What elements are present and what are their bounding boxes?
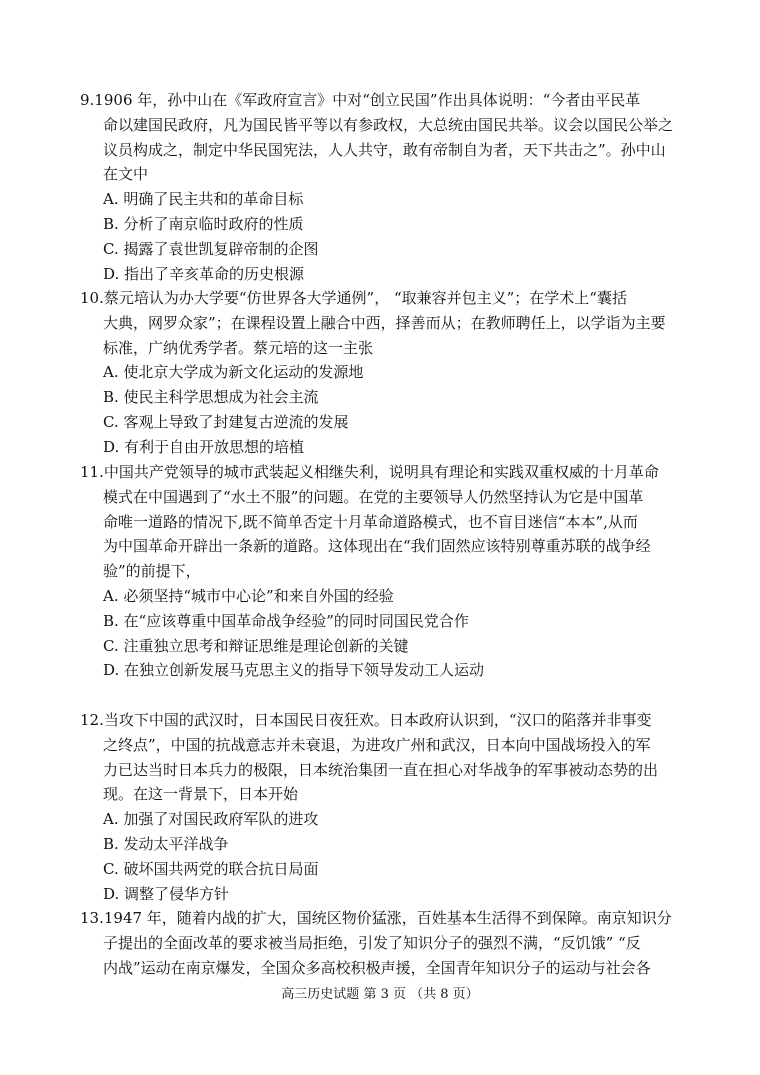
question-stem-line: 11.中国共产党领导的城市武装起义相继失利，说明具有理论和实践双重权威的十月革命 bbox=[80, 463, 659, 481]
question-stem-line: 标准，广纳优秀学者。蔡元培的这一主张 bbox=[103, 338, 374, 357]
answer-option: C. 揭露了袁世凯复辟帝制的企图 bbox=[103, 239, 319, 258]
answer-option: C. 客观上导致了封建复古逆流的发展 bbox=[103, 412, 349, 431]
answer-option: C. 注重独立思考和辩证思维是理论创新的关键 bbox=[103, 636, 409, 655]
question-stem-line: 为中国革命开辟出一条新的道路。这体现出在“我们固然应该特别尊重苏联的战争经 bbox=[103, 537, 651, 556]
question-stem-line: 力已达当时日本兵力的极限，日本统治集团一直在担心对华战争的军事被动态势的出 bbox=[103, 760, 659, 779]
page-footer bbox=[0, 986, 760, 1004]
question-stem-line: 内战”运动在南京爆发，全国众多高校积极声援，全国青年知识分子的运动与社会各 bbox=[103, 958, 651, 977]
answer-option: A. 明确了民主共和的革命目标 bbox=[103, 190, 304, 209]
question-9 bbox=[80, 88, 680, 286]
question-stem-line: 在文中 bbox=[103, 165, 149, 184]
answer-option: B. 在“应该尊重中国革命战争经验”的同时同国民党合作 bbox=[103, 611, 469, 630]
question-stem-line: 模式在中国遇到了“水土不服”的问题。在党的主要领导人仍然坚持认为它是中国革 bbox=[103, 487, 644, 506]
question-11 bbox=[80, 460, 680, 683]
answer-option: D. 在独立创新发展马克思主义的指导下领导发动工人运动 bbox=[103, 661, 485, 680]
question-stem-line: 13.1947 年，随着内战的扩大，国统区物价猛涨，百姓基本生活得不到保障。南京知识分 bbox=[80, 909, 672, 927]
question-stem-line: 10.蔡元培认为办大学要“仿世界各大学通例”， “取兼容并包主义”；在学术上“囊括 bbox=[80, 289, 627, 307]
question-stem-line: 验”的前提下， bbox=[103, 562, 201, 581]
question-stem-line: 命唯一道路的情况下,既不简单否定十月革命道路模式，也不盲目迷信“本本”,从而 bbox=[103, 512, 638, 531]
answer-option: B. 使民主科学思想成为社会主流 bbox=[103, 388, 319, 407]
question-12 bbox=[80, 708, 680, 906]
question-10 bbox=[80, 286, 680, 460]
answer-option: D. 指出了辛亥革命的历史根源 bbox=[103, 264, 305, 283]
question-stem-line: 子提出的全面改革的要求被当局拒绝，引发了知识分子的强烈不满，“反饥饿” “反 bbox=[103, 933, 641, 952]
question-stem-line: 9.1906 年，孙中山在《军政府宣言》中对“创立民国”作出具体说明：“今者由平民革 bbox=[80, 91, 641, 109]
answer-option: C. 破坏国共两党的联合抗日局面 bbox=[103, 859, 319, 878]
question-stem-line: 现。在这一背景下，日本开始 bbox=[103, 785, 299, 804]
footer-subject: 高三历史试题 bbox=[281, 987, 360, 1002]
footer-page-total: （共 8 页） bbox=[410, 987, 479, 1002]
answer-option: A. 使北京大学成为新文化运动的发源地 bbox=[103, 363, 364, 382]
question-13 bbox=[80, 906, 680, 980]
answer-option: D. 有利于自由开放思想的培植 bbox=[103, 437, 305, 456]
answer-option: D. 调整了侵华方针 bbox=[103, 884, 230, 903]
question-stem-line: 命以建国民政府，凡为国民皆平等以有参政权，大总统由国民共举。议会以国民公举之 bbox=[103, 115, 674, 134]
question-stem-line: 12.当攻下中国的武汉时，日本国民日夜狂欢。日本政府认识到，“汉口的陷落并非事变 bbox=[80, 711, 652, 729]
answer-option: A. 加强了对国民政府军队的进攻 bbox=[103, 810, 319, 829]
question-stem-line: 议员构成之，制定中华民国宪法，人人共守，敢有帝制自为者，天下共击之”。孙中山 bbox=[103, 140, 666, 159]
answer-option: B. 发动太平洋战争 bbox=[103, 834, 229, 853]
question-stem-line: 大典，网罗众家”；在课程设置上融合中西，择善而从；在教师聘任上，以学诣为主要 bbox=[103, 313, 666, 332]
answer-option: B. 分析了南京临时政府的性质 bbox=[103, 214, 304, 233]
footer-page-number: 第 3 页 bbox=[363, 987, 406, 1002]
question-stem-line: 之终点”，中国的抗战意志并未衰退，为进攻广州和武汉，日本向中国战场投入的军 bbox=[103, 735, 651, 754]
answer-option: A. 必须坚持“城市中心论”和来自外国的经验 bbox=[103, 586, 394, 605]
